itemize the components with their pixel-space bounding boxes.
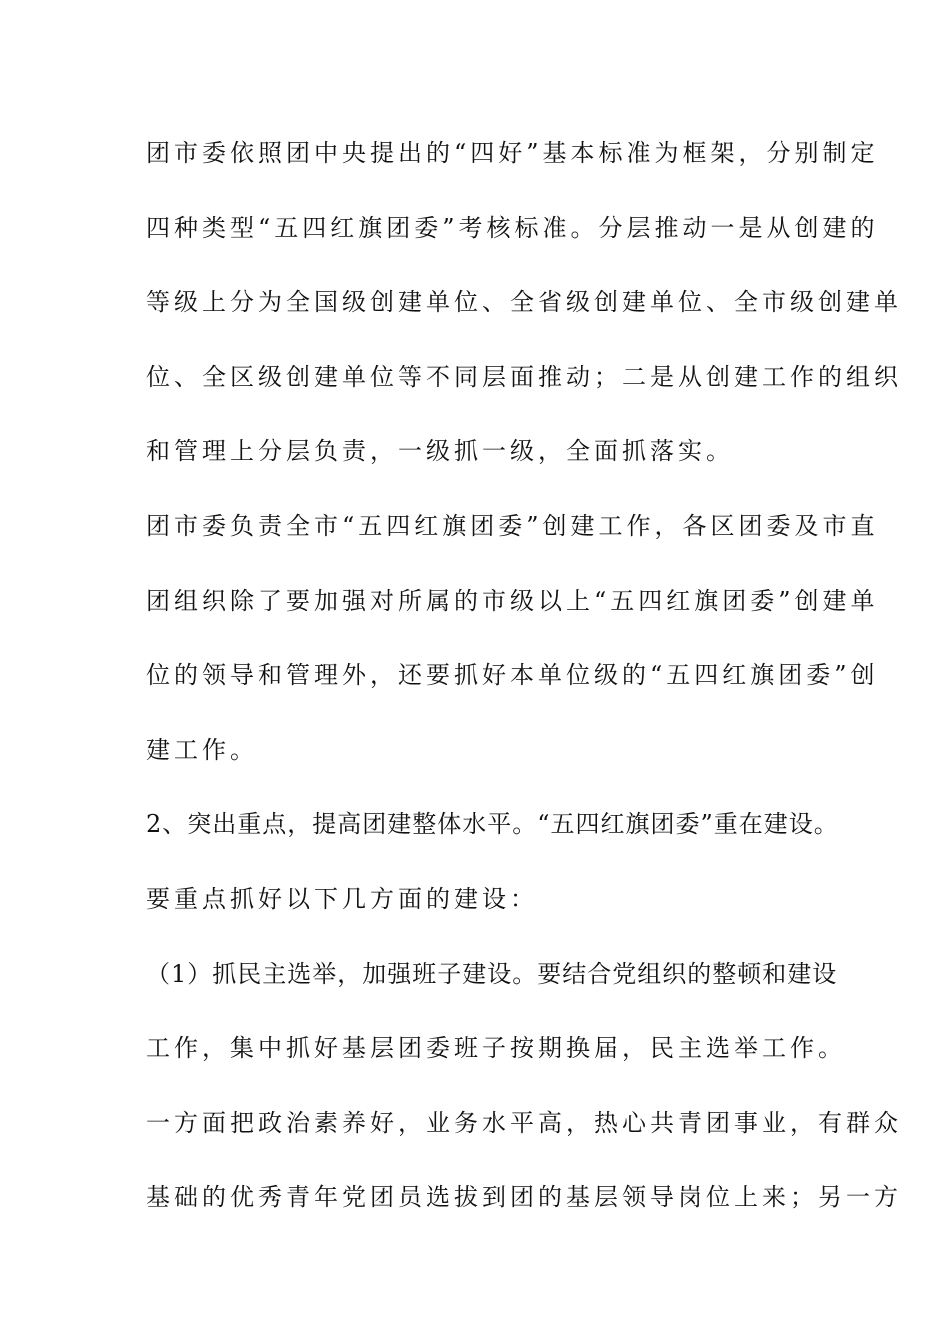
body-text <box>146 130 902 1249</box>
text-line: 要重点抓好以下几方面的建设： <box>146 884 538 913</box>
text-line: 和管理上分层负责，一级抓一级，全面抓落实。 <box>146 437 734 466</box>
text-line: 位的领导和管理外，还要抓好本单位级的“五四红旗团委”创 <box>146 661 879 690</box>
text-line: 团市委依照团中央提出的“四好”基本标准为框架，分别制定 <box>146 139 879 167</box>
text-line: 工作，集中抓好基层团委班子按期换届，民主选举工作。 <box>146 1034 846 1063</box>
text-line: 一方面把政治素养好，业务水平高，热心共青团事业，有群众 <box>146 1108 902 1137</box>
text-line: 建工作。 <box>146 735 258 764</box>
text-line: 四种类型“五四红旗团委”考核标准。分层推动一是从创建的 <box>146 213 879 242</box>
text-line: 基础的优秀青年党团员选拔到团的基层领导岗位上来；另一方 <box>146 1183 902 1212</box>
text-line: 位、全区级创建单位等不同层面推动；二是从创建工作的组织 <box>146 362 902 391</box>
text-line: 团市委负责全市“五四红旗团委”创建工作，各区团委及市直 <box>146 511 879 540</box>
text-line: 2、突出重点，提高团建整体水平。“五四红旗团委”重在建设。 <box>146 810 839 839</box>
text-line: （1）抓民主选举，加强班子建设。要结合党组织的整顿和建设 <box>146 959 838 988</box>
text-line: 等级上分为全国级创建单位、全省级创建单位、全市级创建单 <box>146 288 902 317</box>
text-line: 团组织除了要加强对所属的市级以上“五四红旗团委”创建单 <box>146 586 879 615</box>
